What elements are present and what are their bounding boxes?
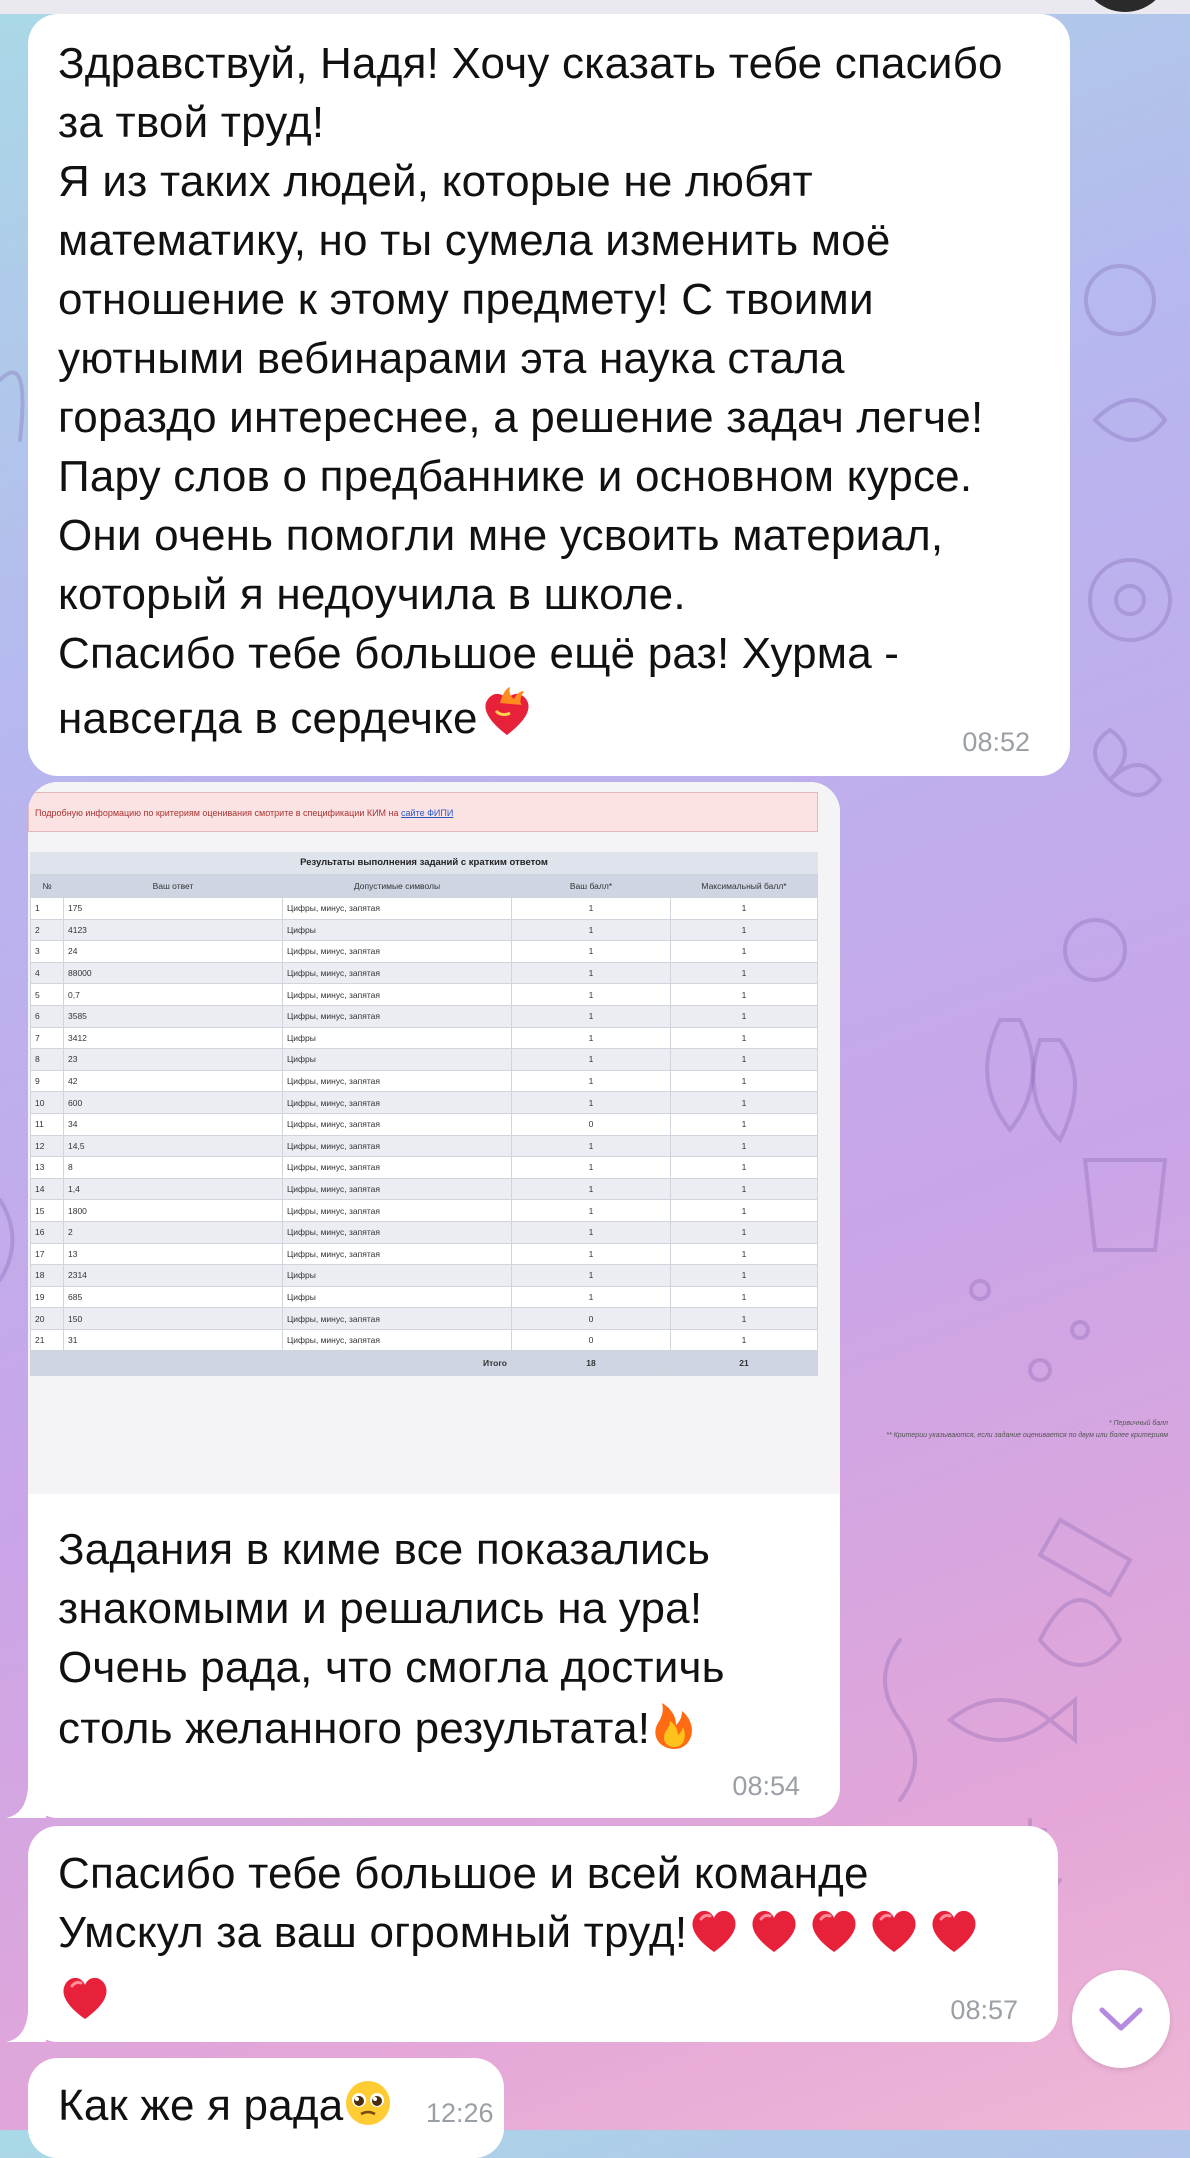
exam-results-photo	[28, 782, 840, 1494]
red-heart-emoji	[747, 1905, 801, 1970]
cell-allowed-symbols: Цифры, минус, запятая	[283, 1005, 512, 1027]
cell-number: 11	[31, 1113, 64, 1135]
cell-allowed-symbols: Цифры	[283, 1049, 512, 1071]
doodle-bucket-icon	[1085, 1160, 1165, 1250]
cell-answer: 3412	[64, 1027, 283, 1049]
message-bubble[interactable]	[28, 1826, 1058, 2042]
cell-score: 1	[512, 1092, 671, 1114]
cell-answer: 3585	[64, 1005, 283, 1027]
table-row	[31, 1308, 818, 1330]
table-row	[31, 1243, 818, 1265]
table-row	[31, 919, 818, 941]
table-row	[31, 1265, 818, 1287]
cell-max-score: 1	[671, 898, 818, 920]
cell-number: 14	[31, 1178, 64, 1200]
cell-allowed-symbols: Цифры, минус, запятая	[283, 1243, 512, 1265]
cell-number: 8	[31, 1049, 64, 1071]
fipi-link: сайте ФИПИ	[401, 808, 454, 818]
total-score: 18	[512, 1351, 671, 1376]
fire-emoji	[650, 1697, 696, 1766]
cell-answer: 2314	[64, 1265, 283, 1287]
doodle-circle-icon	[1030, 1360, 1050, 1380]
cell-answer: 1800	[64, 1200, 283, 1222]
chevron-down-icon	[1072, 1970, 1170, 2068]
cell-score: 0	[512, 1329, 671, 1351]
doodle-leaf-icon	[1095, 400, 1165, 440]
cell-number: 21	[31, 1329, 64, 1351]
cell-max-score: 1	[671, 962, 818, 984]
cell-max-score: 1	[671, 1243, 818, 1265]
message-time: 08:54	[732, 1771, 800, 1801]
message-time: 12:26	[426, 2098, 494, 2128]
cell-answer: 685	[64, 1286, 283, 1308]
cell-number: 9	[31, 1070, 64, 1092]
cell-max-score: 1	[671, 1027, 818, 1049]
cell-answer: 31	[64, 1329, 283, 1351]
cell-number: 15	[31, 1200, 64, 1222]
doodle-flipflop-icon	[987, 1020, 1033, 1130]
cell-allowed-symbols: Цифры, минус, запятая	[283, 898, 512, 920]
doodle-ball2-icon	[1065, 920, 1125, 980]
pleading-face-emoji	[343, 2078, 393, 2143]
cell-allowed-symbols: Цифры	[283, 919, 512, 941]
red-heart-emoji	[58, 1972, 112, 2037]
doodle-ball-icon	[1086, 266, 1154, 334]
table-row	[31, 1113, 818, 1135]
cell-score: 1	[512, 941, 671, 963]
cell-allowed-symbols: Цифры, минус, запятая	[283, 1135, 512, 1157]
red-heart-emoji	[687, 1905, 741, 1970]
cell-allowed-symbols: Цифры, минус, запятая	[283, 984, 512, 1006]
cell-allowed-symbols: Цифры, минус, запятая	[283, 1221, 512, 1243]
table-row	[31, 984, 818, 1006]
cell-number: 7	[31, 1027, 64, 1049]
heart-on-fire-emoji	[478, 683, 536, 756]
red-heart-emoji	[927, 1905, 981, 1970]
doodle-left-leaf-icon	[0, 373, 23, 441]
cell-number: 19	[31, 1286, 64, 1308]
message-text: Задания в киме все показались знакомыми и решались на ура! Очень рада, что смогла достичь столь желанного результата!	[28, 1494, 840, 1766]
cell-answer: 150	[64, 1308, 283, 1330]
cell-max-score: 1	[671, 1286, 818, 1308]
red-heart-emoji	[867, 1905, 921, 1970]
message-bubble[interactable]	[28, 1494, 840, 1818]
cell-score: 1	[512, 1005, 671, 1027]
red-heart-emoji	[807, 1905, 861, 1970]
cell-answer: 1,4	[64, 1178, 283, 1200]
cell-score: 1	[512, 1135, 671, 1157]
message-text: Здравствуй, Надя! Хочу сказать тебе спасибо за твой труд! Я из таких людей, которые не любят математику, но ты сумела изменить моё отношение к этому предмету! С твоими уютными вебинарами эта наука стала гораздо интереснее, а решение задач легче! Пару слов о предбаннике и основном курсе. Они очень помогли мне усвоить материал, который я недоучила в школе. Спасибо тебе большое ещё раз! Хурма - навсегда в сердечке	[28, 14, 1070, 756]
cell-score: 1	[512, 1178, 671, 1200]
cell-allowed-symbols: Цифры, минус, запятая	[283, 1092, 512, 1114]
cell-allowed-symbols: Цифры	[283, 1265, 512, 1287]
cell-number: 10	[31, 1092, 64, 1114]
doodle-shell-icon	[1040, 1600, 1120, 1665]
cell-answer: 8	[64, 1157, 283, 1179]
doodle-seahorse-icon	[885, 1640, 915, 1800]
cell-allowed-symbols: Цифры, минус, запятая	[283, 1329, 512, 1351]
table-row	[31, 1092, 818, 1114]
cell-max-score: 1	[671, 919, 818, 941]
cell-answer: 24	[64, 941, 283, 963]
message-time: 08:52	[962, 727, 1030, 757]
cell-max-score: 1	[671, 1049, 818, 1071]
scroll-to-bottom-button[interactable]	[1072, 1970, 1170, 2068]
cell-answer: 14,5	[64, 1135, 283, 1157]
col-number: №	[31, 875, 64, 898]
cell-number: 17	[31, 1243, 64, 1265]
cell-score: 1	[512, 1049, 671, 1071]
cell-score: 1	[512, 898, 671, 920]
table-row	[31, 962, 818, 984]
table-header-row	[31, 875, 818, 898]
cell-max-score: 1	[671, 1113, 818, 1135]
cell-allowed-symbols: Цифры, минус, запятая	[283, 1308, 512, 1330]
cell-allowed-symbols: Цифры, минус, запятая	[283, 1200, 512, 1222]
table-row	[31, 1070, 818, 1092]
top-bar-edge	[0, 0, 1190, 14]
cell-score: 0	[512, 1308, 671, 1330]
table-footnotes	[886, 1418, 1168, 1442]
cell-max-score: 1	[671, 1221, 818, 1243]
table-row	[31, 1157, 818, 1179]
cell-max-score: 1	[671, 1200, 818, 1222]
photo-message[interactable]	[28, 782, 840, 1494]
cell-max-score: 1	[671, 1070, 818, 1092]
results-table	[30, 852, 818, 1376]
total-max: 21	[671, 1351, 818, 1376]
total-label: Итого	[31, 1351, 512, 1376]
cell-answer: 13	[64, 1243, 283, 1265]
cell-max-score: 1	[671, 1005, 818, 1027]
table-row	[31, 1200, 818, 1222]
notice-banner: Подробную информацию по критериям оценивания смотрите в спецификации КИМ на сайте ФИПИ	[28, 792, 818, 832]
cell-max-score: 1	[671, 1178, 818, 1200]
table-row	[31, 1286, 818, 1308]
message-text: Как же я рада	[28, 2058, 504, 2143]
cell-allowed-symbols: Цифры, минус, запятая	[283, 941, 512, 963]
table-row	[31, 941, 818, 963]
cell-number: 6	[31, 1005, 64, 1027]
cell-number: 2	[31, 919, 64, 941]
message-bubble[interactable]	[28, 2058, 504, 2158]
cell-score: 1	[512, 1221, 671, 1243]
cell-allowed-symbols: Цифры, минус, запятая	[283, 1157, 512, 1179]
col-answer: Ваш ответ	[64, 875, 283, 898]
cell-max-score: 1	[671, 1135, 818, 1157]
cell-max-score: 1	[671, 1092, 818, 1114]
cell-score: 1	[512, 1157, 671, 1179]
cell-allowed-symbols: Цифры	[283, 1286, 512, 1308]
cell-answer: 42	[64, 1070, 283, 1092]
message-text: Спасибо тебе большое и всей команде Умскул за ваш огромный труд!	[28, 1826, 1058, 2037]
cell-answer: 600	[64, 1092, 283, 1114]
cell-number: 1	[31, 898, 64, 920]
footnote-primary: * Первичный балл	[1108, 1420, 1168, 1427]
cell-score: 0	[512, 1113, 671, 1135]
cell-answer: 88000	[64, 962, 283, 984]
cell-score: 1	[512, 1286, 671, 1308]
cell-number: 12	[31, 1135, 64, 1157]
cell-answer: 34	[64, 1113, 283, 1135]
cell-max-score: 1	[671, 1265, 818, 1287]
cell-number: 16	[31, 1221, 64, 1243]
cell-score: 1	[512, 962, 671, 984]
col-score: Ваш балл*	[512, 875, 671, 898]
table-row	[31, 1178, 818, 1200]
col-max-score: Максимальный балл*	[671, 875, 818, 898]
cell-number: 18	[31, 1265, 64, 1287]
cell-score: 1	[512, 1027, 671, 1049]
cell-answer: 175	[64, 898, 283, 920]
cell-number: 20	[31, 1308, 64, 1330]
cell-allowed-symbols: Цифры, минус, запятая	[283, 1070, 512, 1092]
cell-score: 1	[512, 919, 671, 941]
table-row	[31, 1329, 818, 1351]
doodle-bottle-icon	[1040, 1520, 1130, 1595]
message-bubble[interactable]	[28, 14, 1070, 776]
cell-max-score: 1	[671, 984, 818, 1006]
cell-number: 4	[31, 962, 64, 984]
doodle-fish-icon	[950, 1700, 1075, 1740]
cell-score: 1	[512, 1243, 671, 1265]
cell-max-score: 1	[671, 941, 818, 963]
table-row	[31, 1027, 818, 1049]
doodle-donut-icon	[1090, 560, 1170, 640]
cell-max-score: 1	[671, 1329, 818, 1351]
cell-allowed-symbols: Цифры, минус, запятая	[283, 1113, 512, 1135]
col-allowed-symbols: Допустимые символы	[283, 875, 512, 898]
cell-answer: 23	[64, 1049, 283, 1071]
table-row	[31, 1005, 818, 1027]
table-row	[31, 1221, 818, 1243]
total-row	[31, 1351, 818, 1376]
cell-score: 1	[512, 984, 671, 1006]
cell-number: 13	[31, 1157, 64, 1179]
cell-answer: 0,7	[64, 984, 283, 1006]
cell-max-score: 1	[671, 1308, 818, 1330]
cell-score: 1	[512, 1070, 671, 1092]
cell-allowed-symbols: Цифры, минус, запятая	[283, 1178, 512, 1200]
cell-score: 1	[512, 1265, 671, 1287]
cell-allowed-symbols: Цифры	[283, 1027, 512, 1049]
cell-max-score: 1	[671, 1157, 818, 1179]
cell-answer: 2	[64, 1221, 283, 1243]
cell-allowed-symbols: Цифры, минус, запятая	[283, 962, 512, 984]
table-caption: Результаты выполнения заданий с кратким ответом	[30, 852, 818, 874]
table-row	[31, 898, 818, 920]
doodle-clover-icon	[1095, 730, 1160, 795]
table-row	[31, 1135, 818, 1157]
table-row	[31, 1049, 818, 1071]
footnote-criteria: ** Критерии указываются, если задание оценивается по двум или более критериям	[886, 1432, 1168, 1439]
cell-number: 3	[31, 941, 64, 963]
cell-score: 1	[512, 1200, 671, 1222]
cell-answer: 4123	[64, 919, 283, 941]
message-time: 08:57	[950, 1995, 1018, 2025]
cell-number: 5	[31, 984, 64, 1006]
